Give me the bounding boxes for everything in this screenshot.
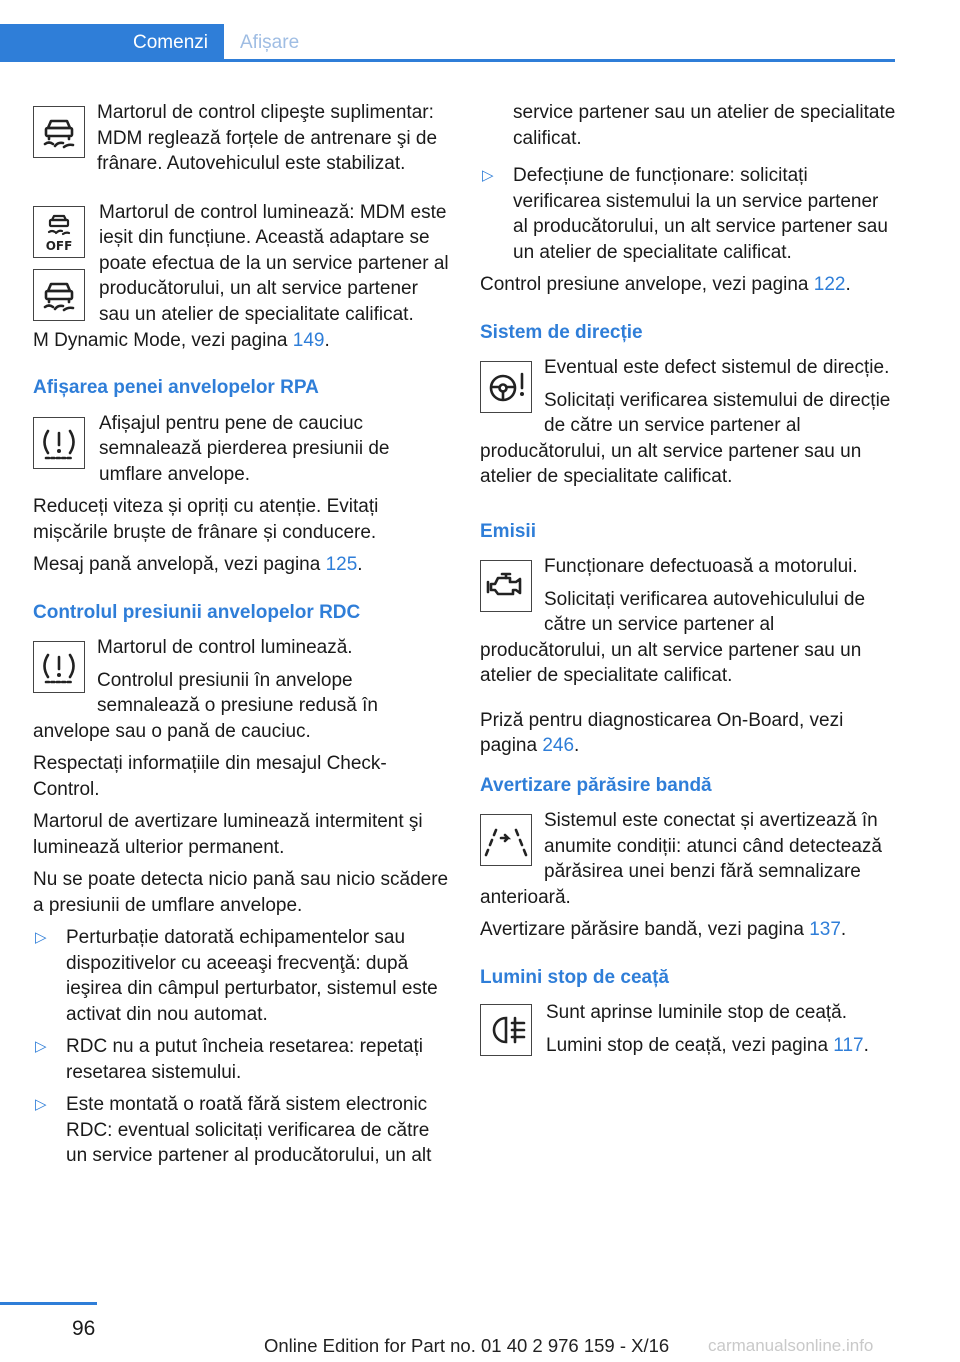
rdc-signal-text: Controlul presiunii în anvelope semnalează o presiune redusă în anvelope sau o pană de cauciuc. [33,669,378,742]
page-link-122[interactable]: 122 [813,274,846,295]
fog-text-1: Sunt aprinse luminile stop de ceață. [546,1002,848,1023]
edition-text: Online Edition for Part no. 01 40 2 976 159 - X/16 [264,1335,670,1356]
engine-icon [480,560,532,612]
list-item: ▷ Perturbație datorată echipamentelor sau dispozitivelor cu aceeaşi frecvenţă: după ieşirea din câmpul perturbator, sistemul este activat din nou automat. [35,927,438,1025]
tire-pressure-icon [33,417,85,469]
obd-reference: Priză pentru diagnosticarea On-Board, vezi pagina 246. [480,709,844,756]
tire-pressure-icon [33,641,85,693]
steering-block [480,355,896,497]
rdc-nodetect-text: Nu se poate detecta nicio pană sau nicio scădere a presiunii de umflare anvelope. [33,869,449,916]
page-number: 96 [72,1317,96,1340]
emissions-text-1: Funcționare defectuoasă a motorului. [544,556,858,577]
header-tabs [0,24,895,62]
watermark: carmanualsonline.info [708,1336,874,1355]
dsc-car-icon [33,106,85,158]
emissions-text-2: Solicitați verificarea autovehiculului de către un service partener al producătorului, un alt service partener sau un atelier de specialitate calificat. [480,588,866,686]
footer-rule [0,1302,97,1305]
defect-bullet-list [480,163,896,265]
lane-block [480,808,896,917]
rpa-reduce-text: Reduceți viteza și opriți cu atenție. Evitați mișcările bruște de frânare și conducere. [33,496,379,543]
mdm-blink-text: Martorul de control clipeşte suplimentar: MDM reglează forțele de antrenare şi de frânare. Autovehiculul este stabilizat. [97,102,438,174]
lane-departure-icon [480,814,532,866]
mdm-blink-block [33,100,449,184]
continued-text: service partener sau un atelier de specialitate calificat. [513,102,896,149]
bullet-triangle-icon: ▷ [482,167,494,184]
tab-afisare[interactable]: Afișare [240,32,300,53]
steering-warning-icon [480,361,532,413]
tire-reference: Control presiune anvelope, vezi pagina 122. [480,274,851,295]
rpa-reference: Mesaj pană anvelopă, vezi pagina 125. [33,554,363,575]
tab-underline [224,59,895,62]
steering-heading: Sistem de direcție [480,321,643,343]
page-link-125[interactable]: 125 [325,554,358,575]
rdc-warning-text: Martorul de avertizare luminează intermitent şi luminează ulterior permanent. [33,811,423,858]
dsc-car-icon [33,269,85,321]
lane-text-1: Sistemul este conectat și avertizează în anumite condiții: atunci când detectează părăsirea unei benzi fără semnalizare anterioară. [480,810,882,908]
rdc-lit-text: Martorul de control luminează. [97,637,353,658]
rdc-block [33,635,449,751]
right-column [480,100,896,1065]
emissions-heading: Emisii [480,520,536,542]
rdc-heading: Controlul presiunii anvelopelor RDC [33,601,361,623]
rpa-heading: Afișarea penei anvelopelor RPA [33,377,319,398]
rpa-icon-text: Afișajul pentru pene de cauciuc semnalează pierderea presiunii de umflare anvelope. [99,412,390,485]
list-item: ▷ RDC nu a putut încheia resetarea: repetați resetarea sistemului. [35,1036,423,1083]
rear-fog-light-icon [480,1004,532,1056]
mdm-lit-text: Martorul de control luminează: MDM este ieșit din funcțiune. Această adaptare se poate efectua de la un service partener al producătorului, un alt service partener sau un atelier de specialitate calificat. [99,201,449,325]
rpa-block [33,411,449,488]
bullet-triangle-icon: ▷ [35,1096,47,1113]
steering-text-2: Solicitați verificarea sistemului de direcție de către un service partener al producătorului, un alt service partener sau un atelier de specialitate calificat. [480,389,891,487]
bullet-triangle-icon: ▷ [35,1038,47,1055]
left-column [33,100,449,1176]
fog-block [480,1000,896,1058]
rdc-check-text: Respectați informațiile din mesajul Check-Control. [33,753,387,800]
page-link-246[interactable]: 246 [542,735,575,756]
list-item: ▷ Defecțiune de funcționare: solicitați verificarea sistemului la un service partener al producătorului, un alt service partener sau un atelier de specialitate calificat. [482,165,888,263]
fog-reference: Lumini stop de ceață, vezi pagina 117. [546,1034,869,1056]
lane-heading: Avertizare părăsire bandă [480,774,712,796]
page-link-149[interactable]: 149 [292,329,325,351]
tab-comenzi[interactable]: Comenzi [0,24,224,62]
steering-text-1: Eventual este defect sistemul de direcție. [544,357,890,378]
bullet-triangle-icon: ▷ [35,929,47,946]
svg-text:OFF: OFF [45,238,73,253]
list-item: ▷ Este montată o roată fără sistem electronic RDC: eventual solicitați verificarea de către un service partener al producătorului, un alt [35,1094,432,1166]
mdm-lit-block [33,200,449,328]
rdc-bullet-list [33,925,449,1169]
fog-heading: Lumini stop de ceață [480,966,669,988]
page-link-137[interactable]: 137 [809,919,841,940]
page-link-117[interactable]: 117 [833,1034,864,1056]
dsc-off-icon [33,206,85,258]
lane-reference: Avertizare părăsire bandă, vezi pagina 137. [480,919,847,940]
mdm-reference: M Dynamic Mode, vezi pagina 149. [33,329,330,351]
emissions-block [480,554,896,696]
